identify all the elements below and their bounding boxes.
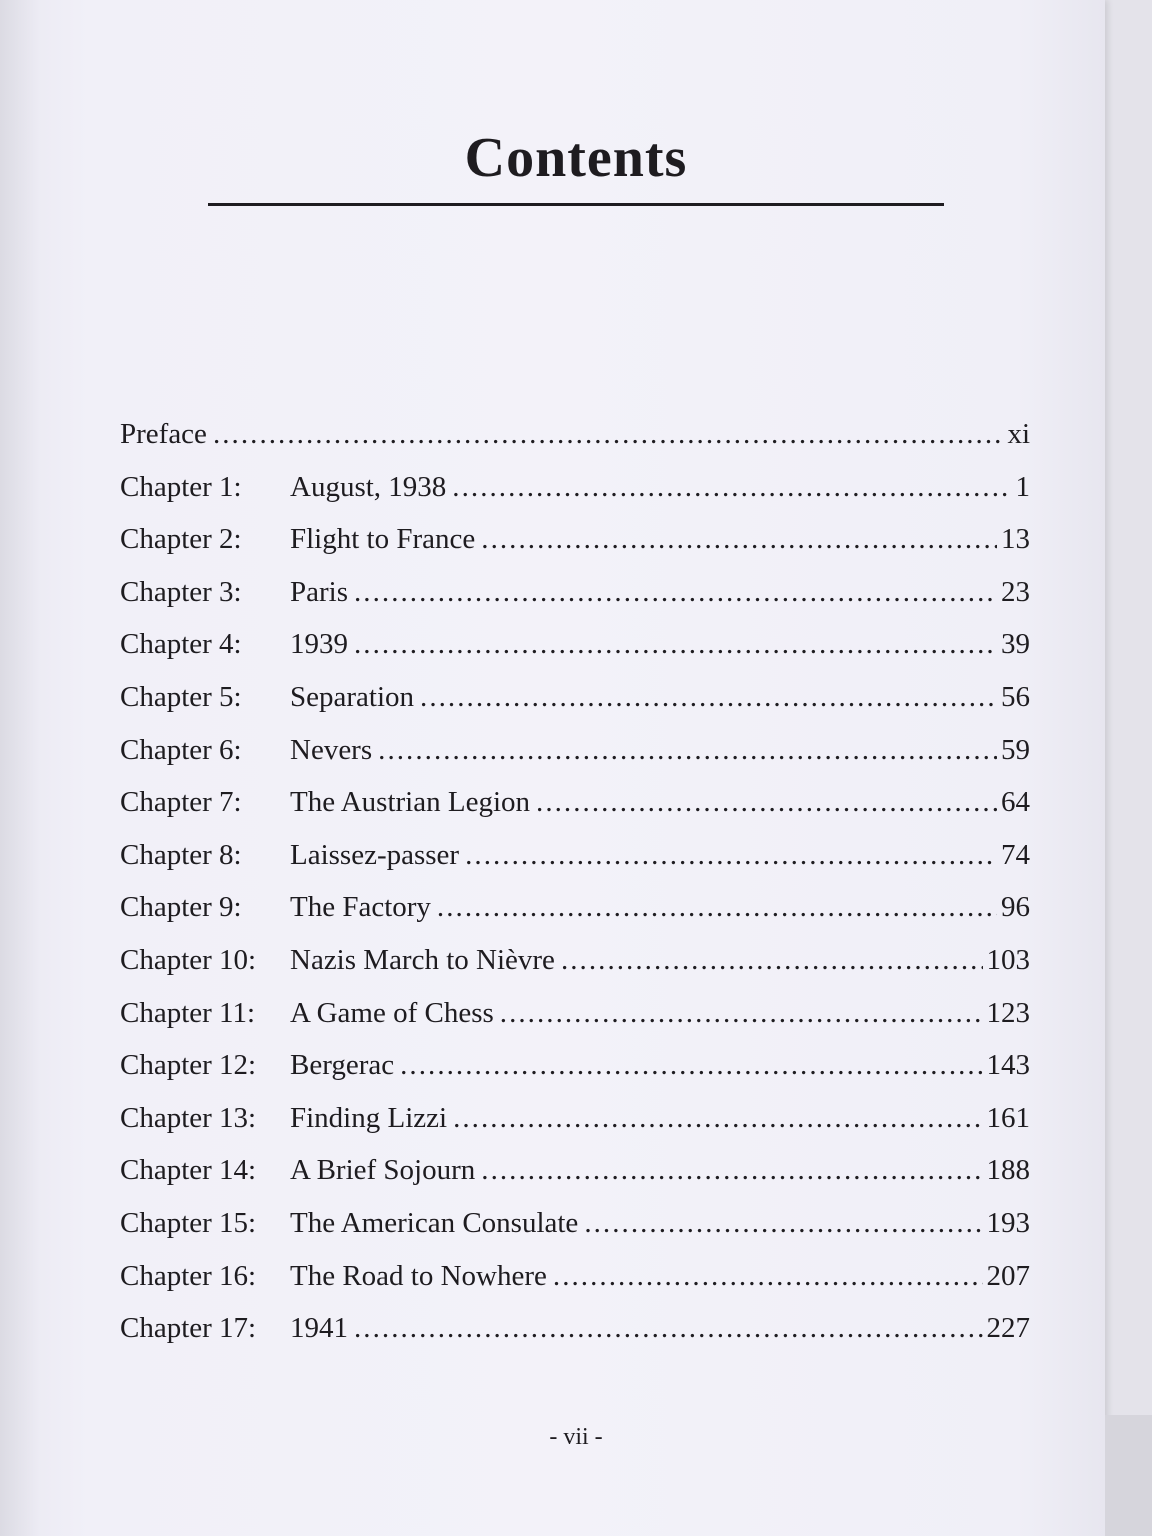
toc-row (120, 471, 1030, 524)
toc-row (120, 734, 1030, 787)
toc-leader-dots (561, 944, 983, 977)
toc-label: Chapter 16: (120, 1259, 257, 1292)
toc-row (120, 891, 1030, 944)
toc-page-number: 56 (1001, 680, 1030, 713)
toc-leader-dots (500, 997, 983, 1030)
toc-title: The Austrian Legion (290, 786, 531, 819)
toc-page-number: 59 (1001, 733, 1030, 766)
toc-leader-dots (420, 681, 997, 714)
toc-row (120, 1102, 1030, 1155)
toc-label: Chapter 13: (120, 1101, 257, 1134)
toc-title: The Factory (290, 891, 431, 924)
toc-row (120, 523, 1030, 576)
toc-title: Laissez-passer (290, 838, 460, 871)
toc-row (120, 944, 1030, 997)
toc-title: Separation (290, 680, 415, 713)
toc-title: Flight to France (290, 523, 476, 556)
toc-page-number: 161 (986, 1101, 1030, 1134)
toc-leader-dots (536, 786, 997, 819)
toc-title: 1941 (290, 1312, 348, 1345)
toc-leader-dots (453, 1102, 982, 1135)
toc-leader-dots (400, 1049, 982, 1082)
toc-row (120, 1312, 1030, 1365)
toc-title: Nazis March to Nièvre (290, 943, 555, 976)
toc-page-number: xi (1007, 418, 1030, 450)
toc-row-preface (120, 418, 1030, 471)
toc-title: Bergerac (290, 1049, 395, 1082)
toc-title: Nevers (290, 733, 373, 766)
toc-label: Chapter 14: (120, 1154, 257, 1187)
toc-page-number: 96 (1001, 891, 1030, 924)
toc-page-number: 188 (986, 1154, 1030, 1187)
toc-label: Chapter 10: (120, 943, 257, 976)
toc-label: Chapter 7: (120, 786, 242, 819)
toc-title: The American Consulate (290, 1206, 579, 1239)
toc-page-number: 74 (1001, 838, 1030, 871)
toc-leader-dots (452, 471, 1011, 504)
toc-title: A Game of Chess (290, 996, 494, 1029)
toc-label: Preface (120, 418, 207, 450)
toc-title: Finding Lizzi (290, 1101, 448, 1134)
toc-leader-dots (553, 1260, 983, 1293)
table-of-contents (120, 418, 1030, 1365)
toc-page-number: 39 (1001, 628, 1030, 661)
toc-row (120, 839, 1030, 892)
page-number-footer: - vii - (549, 1424, 603, 1450)
toc-leader-dots (378, 734, 997, 767)
page-gutter-shadow (0, 0, 40, 1536)
toc-leader-dots (437, 891, 997, 924)
title-underline (208, 203, 944, 206)
toc-row (120, 628, 1030, 681)
toc-row (120, 786, 1030, 839)
toc-page-number: 207 (986, 1259, 1030, 1292)
toc-row (120, 681, 1030, 734)
toc-label: Chapter 17: (120, 1312, 257, 1345)
toc-title: A Brief Sojourn (290, 1154, 476, 1187)
toc-page-number: 123 (986, 996, 1030, 1029)
toc-leader-dots (354, 628, 997, 661)
toc-leader-dots (465, 839, 997, 872)
toc-title: 1939 (290, 628, 348, 661)
toc-title: The Road to Nowhere (290, 1259, 547, 1292)
toc-label: Chapter 8: (120, 838, 242, 871)
toc-label: Chapter 4: (120, 628, 242, 661)
toc-page-number: 1 (1015, 470, 1030, 503)
toc-label: Chapter 2: (120, 523, 242, 556)
toc-label: Chapter 11: (120, 996, 256, 1029)
toc-leader-dots (584, 1207, 982, 1240)
toc-leader-dots (213, 418, 1004, 451)
toc-title: August, 1938 (290, 470, 447, 503)
toc-label: Chapter 6: (120, 733, 242, 766)
toc-leader-dots (481, 523, 997, 556)
toc-row (120, 576, 1030, 629)
toc-row (120, 1260, 1030, 1313)
toc-label: Chapter 12: (120, 1049, 257, 1082)
toc-leader-dots (354, 1312, 983, 1345)
toc-label: Chapter 1: (120, 470, 242, 503)
toc-page-number: 143 (986, 1049, 1030, 1082)
toc-row (120, 1049, 1030, 1102)
toc-page-number: 227 (986, 1312, 1030, 1345)
toc-label: Chapter 5: (120, 680, 242, 713)
toc-label: Chapter 9: (120, 891, 242, 924)
toc-title: Paris (290, 575, 348, 608)
toc-label: Chapter 3: (120, 575, 242, 608)
toc-page-number: 64 (1001, 786, 1030, 819)
toc-page-number: 23 (1001, 575, 1030, 608)
toc-row (120, 1154, 1030, 1207)
toc-leader-dots (481, 1154, 982, 1187)
page-title: Contents (464, 127, 688, 189)
toc-page-number: 13 (1001, 523, 1030, 556)
toc-row (120, 997, 1030, 1050)
toc-leader-dots (354, 576, 997, 609)
toc-row (120, 1207, 1030, 1260)
toc-page-number: 193 (986, 1206, 1030, 1239)
toc-label: Chapter 15: (120, 1206, 257, 1239)
toc-page-number: 103 (986, 943, 1030, 976)
